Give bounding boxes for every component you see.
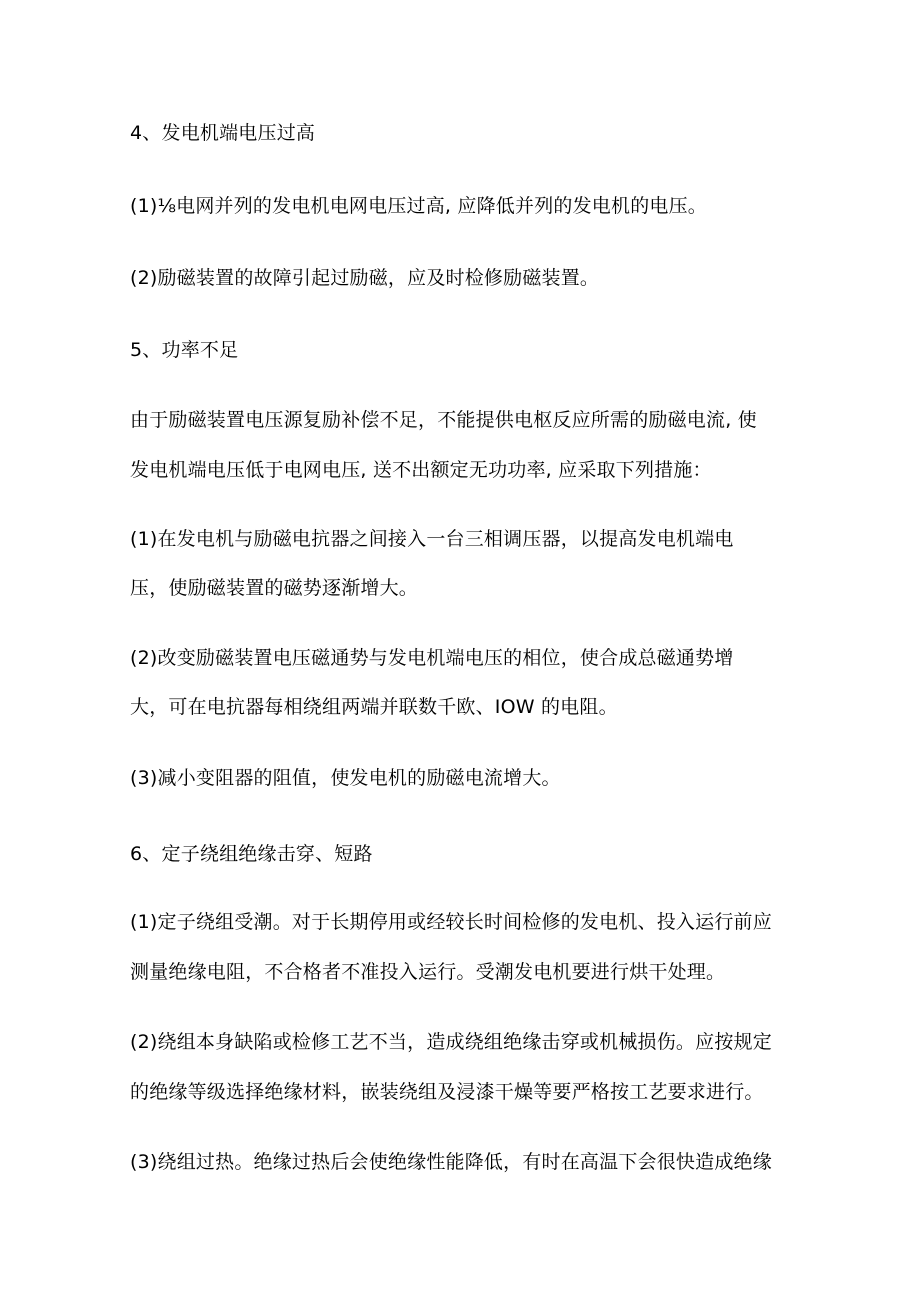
section-4-item-2: (2)励磁装置的故障引起过励磁，应及时检修励磁装置。 xyxy=(130,267,600,289)
section-5-item-1-line-2: 压，使励磁装置的磁势逐渐增大。 xyxy=(130,577,419,599)
section-5-item-2-line-1: (2)改变励磁装置电压磁通势与发电机端电压的相位，使合成总磁通势增 xyxy=(130,647,734,669)
section-5-item-1-line-1: (1)在发电机与励磁电抗器之间接入一台三相调压器，以提高发电机端电 xyxy=(130,528,734,550)
section-5-heading: 5、功率不足 xyxy=(130,339,239,361)
section-5-item-2-line-2: 大，可在电抗器每相绕组两端并联数千欧、IOW 的电阻。 xyxy=(130,696,618,718)
section-4-heading: 4、发电机端电压过高 xyxy=(130,122,316,144)
section-6-item-1-line-1: (1)定子绕组受潮。对于长期停用或经较长时间检修的发电机、投入运行前应 xyxy=(130,911,772,933)
section-5-intro-line-1: 由于励磁装置电压源复励补偿不足，不能提供电枢反应所需的励磁电流, 使 xyxy=(130,409,757,431)
section-6-item-3-line-1: (3)绕组过热。绝缘过热后会使绝缘性能降低，有时在高温下会很快造成绝缘 xyxy=(130,1151,772,1173)
section-5-intro-line-2: 发电机端电压低于电网电压, 送不出额定无功功率, 应采取下列措施： xyxy=(130,459,712,481)
section-5-item-3: (3)减小变阻器的阻值，使发电机的励磁电流增大。 xyxy=(130,767,561,789)
section-4-item-1: (1)⅛电网并列的发电机电网电压过高, 应降低并列的发电机的电压。 xyxy=(130,195,708,217)
section-6-item-2-line-1: (2)绕组本身缺陷或检修工艺不当，造成绕组绝缘击穿或机械损伤。应按规定 xyxy=(130,1031,772,1053)
section-6-item-2-line-2: 的绝缘等级选择绝缘材料，嵌装绕组及浸漆干燥等要严格按工艺要求进行。 xyxy=(130,1081,764,1103)
section-6-heading: 6、定子绕组绝缘击穿、短路 xyxy=(130,843,373,865)
section-6-item-1-line-2: 测量绝缘电阻，不合格者不准投入运行。受潮发电机要进行烘干处理。 xyxy=(130,961,726,983)
